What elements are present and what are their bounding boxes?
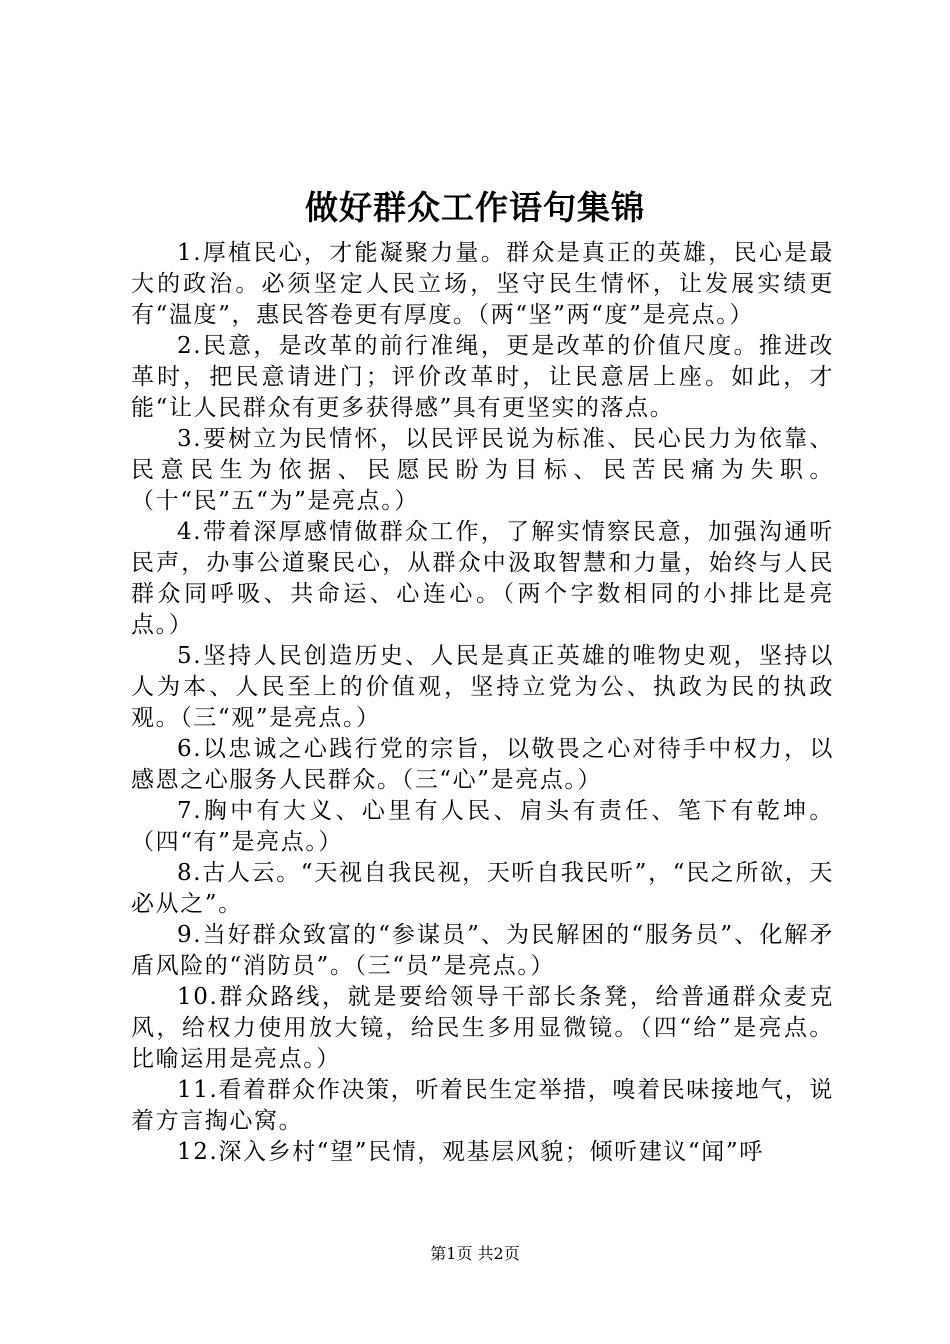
- paragraph-8: 8.古人云。“天视自我民视，天听自我民听”，“民之所欲，天必从之”。: [131, 860, 834, 917]
- paragraph-6: 6.以忠诚之心践行党的宗旨，以敬畏之心对待手中权力，以感恩之心服务人民群众。（三“心”是亮点。）: [131, 736, 834, 793]
- paragraph-2: 2.民意，是改革的前行准绳，更是改革的价值尺度。推进改革时，把民意请进门；评价改革时，让民意居上座。如此，才能“让人民群众有更多获得感”具有更坚实的落点。: [131, 333, 834, 421]
- document-body: [131, 238, 834, 1168]
- paragraph-7: 7.胸中有大义、心里有人民、肩头有责任、笔下有乾坤。（四“有”是亮点。）: [131, 798, 834, 855]
- page-footer: 第1页 共2页: [430, 1244, 520, 1263]
- paragraph-11: 11.看着群众作决策，听着民生定举措，嗅着民味接地气，说着方言掏心窝。: [131, 1077, 834, 1134]
- paragraph-1: 1.厚植民心，才能凝聚力量。群众是真正的英雄，民心是最大的政治。必须坚定人民立场，坚守民生情怀，让发展实绩更有“温度”，惠民答卷更有厚度。（两“坚”两“度”是亮点。）: [131, 240, 834, 328]
- paragraph-3: 3.要树立为民情怀，以民评民说为标准、民心民力为依靠、民意民生为依据、民愿民盼为目标、民苦民痛为失职。（十“民”五“为”是亮点。）: [131, 426, 834, 514]
- paragraph-12: 12.深入乡村“望”民情，观基层风貌；倾听建议“闻”呼: [177, 1139, 764, 1165]
- document-title: 做好群众工作语句集锦: [305, 188, 645, 227]
- paragraph-5: 5.坚持人民创造历史、人民是真正英雄的唯物史观，坚持以人为本、人民至上的价值观，坚持立党为公、执政为民的执政观。（三“观”是亮点。）: [131, 643, 834, 731]
- paragraph-9: 9.当好群众致富的“参谋员”、为民解困的“服务员”、化解矛盾风险的“消防员”。（三“员”是亮点。）: [131, 922, 834, 979]
- paragraph-4: 4.带着深厚感情做群众工作，了解实情察民意，加强沟通听民声，办事公道聚民心，从群众中汲取智慧和力量，始终与人民群众同呼吸、共命运、心连心。（两个字数相同的小排比是亮点。）: [131, 519, 834, 638]
- paragraph-10: 10.群众路线，就是要给领导干部长条凳，给普通群众麦克风，给权力使用放大镜，给民生多用显微镜。（四“给”是亮点。比喻运用是亮点。）: [131, 984, 834, 1072]
